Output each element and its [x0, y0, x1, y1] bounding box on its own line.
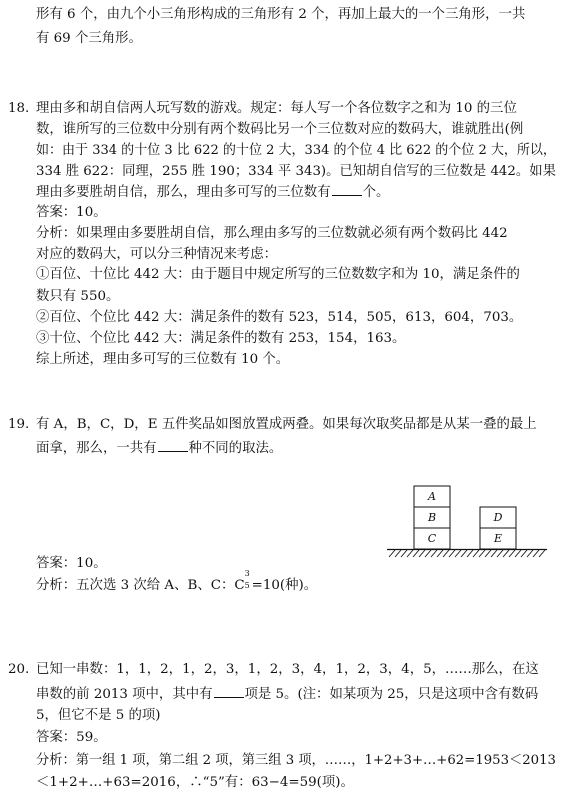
box-e-label: E	[493, 532, 503, 545]
q20-line-2-text: 串数的前 2013 项中，其中有	[36, 687, 213, 702]
q18-line-1: 理由多和胡自信两人玩写数的游戏。规定：每人写一个各位数字之和为 10 的三位	[36, 101, 517, 116]
q18-line-2: 数，谁所写的三位数中分别有两个数码比另一个三位数对应的数码大，谁就胜出(例	[36, 122, 524, 137]
q18-analysis-2: 对应的数码大，可以分三种情况来考虑：	[36, 247, 278, 262]
q20-line-2	[36, 685, 538, 704]
box-d-label: D	[493, 511, 503, 524]
q20-line-2-end: 项是 5。(注：如某项为 25，只是这项中含有数码	[244, 687, 539, 702]
q18-line-3: 如：由于 334 的十位 3 比 622 的十位 2 大，334 的个位 4 比 622 的个位 2 大，所以，	[36, 143, 556, 158]
q19-line-2-text: 面拿，那么，一共有	[36, 441, 157, 456]
q18-line-5-text: 理由多要胜胡自信，那么，理由多可写的三位数有	[36, 185, 331, 200]
stack-figure	[383, 483, 551, 563]
q18-analysis-7: 综上所述，理由多可写的三位数有 10 个。	[36, 352, 290, 367]
q19-line-1: 有 A，B，C，D，E 五件奖品如图放置成两叠。如果每次取奖品都是从某一叠的最上	[36, 417, 537, 432]
question-19-number: 19.	[8, 417, 30, 432]
q19-analysis-text: 分析：五次选 3 次给 A、B、C：C	[36, 578, 245, 593]
combination-sub: 5	[244, 581, 250, 590]
intro-line-2: 有 69 个三角形。	[36, 31, 142, 46]
stack-left	[414, 486, 450, 549]
question-18-number: 18.	[8, 101, 30, 116]
answer-blank	[332, 183, 362, 196]
q20-analysis-1: 分析：第一组 1 项，第二组 2 项，第三组 3 项，……，1+2+3+…+62=1953＜2013	[36, 753, 556, 768]
q18-analysis-6: ③十位、个位比 442 大：满足条件的数有 253，154，163。	[36, 331, 406, 346]
q19-analysis-1	[36, 569, 318, 595]
q19-line-2-end: 种不同的取法。	[188, 441, 283, 456]
q18-analysis-3: ①百位、十位比 442 大：由于题目中规定所写的三位数数字和为 10，满足条件的	[36, 267, 520, 282]
ground	[387, 550, 547, 558]
combination-indices	[244, 569, 252, 590]
box-a-label: A	[428, 490, 436, 503]
answer-blank	[158, 439, 188, 452]
q18-answer: 答案：10。	[36, 205, 107, 220]
combination-sup: 3	[244, 569, 250, 578]
q20-line-1: 已知一串数：1，1，2，1，2，3，1，2，3，4，1，2，3，4，5，……那么，在这	[36, 662, 539, 677]
q18-analysis-4: 数只有 550。	[36, 289, 120, 304]
q19-line-2	[36, 439, 282, 458]
answer-blank	[214, 685, 244, 698]
q18-line-4: 334 胜 622：同理，255 胜 190；334 平 343)。已知胡自信写的三位数是 442。如果	[36, 164, 556, 179]
q18-line-5	[36, 183, 389, 202]
q19-answer: 答案：10。	[36, 556, 107, 571]
question-20-number: 20.	[8, 662, 30, 677]
stack-right	[480, 507, 516, 549]
box-c-label: C	[427, 532, 437, 545]
box-b-label: B	[427, 511, 437, 524]
q20-answer: 答案：59。	[36, 730, 107, 745]
q18-analysis-1: 分析：如果理由多要胜胡自信，那么理由多写的三位数就必须有两个数码比 442	[36, 226, 508, 241]
q20-line-3: 5，但它不是 5 的项)	[36, 708, 161, 723]
q18-line-5-end: 个。	[362, 185, 390, 200]
q20-analysis-2: ＜1+2+…+63=2016，∴“5”有：63−4=59(项)。	[36, 775, 354, 790]
q18-analysis-5: ②百位、个位比 442 大：满足条件的数有 523，514，505，613，604，703。	[36, 310, 523, 325]
intro-line-1: 形有 6 个，由九个小三角形构成的三角形有 2 个，再加上最大的一个三角形，一共	[36, 7, 526, 22]
q19-analysis-end: =10(种)。	[251, 578, 318, 593]
